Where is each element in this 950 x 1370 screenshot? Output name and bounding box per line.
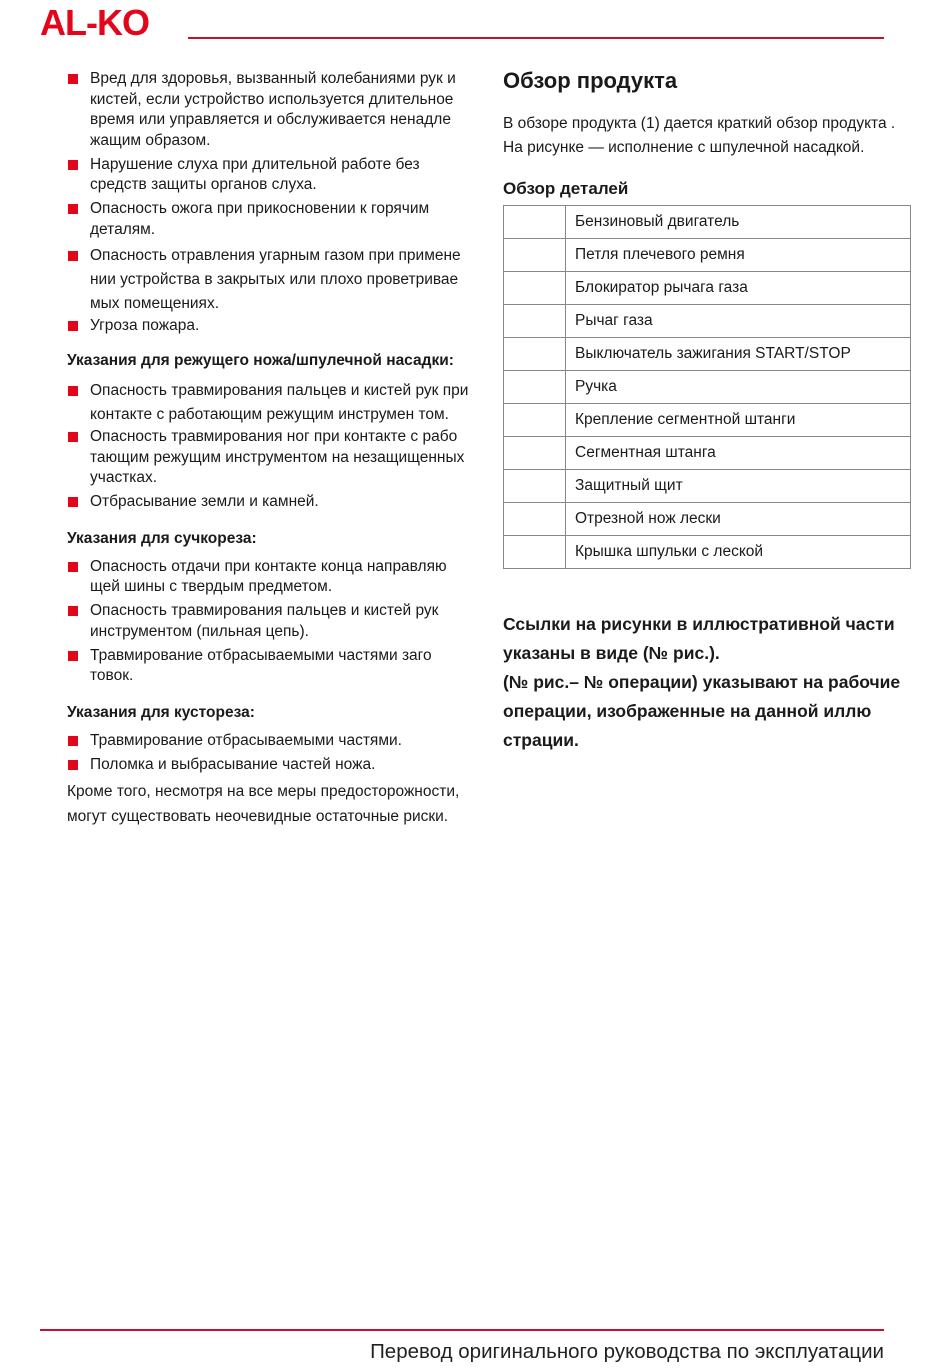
parts-heading: Обзор деталей — [503, 179, 629, 198]
header-rule — [188, 37, 884, 39]
part-number-cell — [504, 470, 566, 503]
bullet-square-icon — [68, 606, 78, 616]
table-row — [504, 404, 911, 437]
footer-title: Перевод оригинального руководства по эксплуатации — [370, 1340, 884, 1363]
part-name-cell: Бензиновый двигатель — [566, 206, 911, 239]
note-line: (№ рис.– № операции) указывают на рабочие — [503, 672, 901, 692]
table-row — [504, 470, 911, 503]
part-number-cell — [504, 437, 566, 470]
bullet-square-icon — [68, 160, 78, 170]
general-risks-list — [67, 69, 479, 336]
bullet-square-icon — [68, 736, 78, 746]
pruner-risks-list — [67, 557, 479, 687]
part-name-cell: Выключатель зажигания START/STOP — [566, 338, 911, 371]
list-item: Отбрасывание земли и камней. — [67, 492, 479, 513]
parts-table — [503, 205, 911, 569]
bullet-square-icon — [68, 651, 78, 661]
table-row — [504, 437, 911, 470]
list-item: Поломка и выбрасывание частей ножа. — [67, 755, 479, 776]
hedge-risks-list — [67, 731, 479, 776]
bullet-square-icon — [68, 321, 78, 331]
table-row — [504, 272, 911, 305]
table-row — [504, 371, 911, 404]
list-item: Вред для здоровья, вызванный колебаниями рук и кистей, если устройство используется длительное время или управляется и обслуживается ненадле жащим образом. — [67, 69, 479, 151]
part-number-cell — [504, 239, 566, 272]
table-row — [504, 305, 911, 338]
part-number-cell — [504, 338, 566, 371]
part-name-cell: Защитный щит — [566, 470, 911, 503]
intro-line: На рисунке — исполнение с шпулечной насадкой. — [503, 138, 865, 156]
part-number-cell — [504, 536, 566, 569]
list-item: Опасность травмирования ног при контакте с рабо тающим режущим инструментом на незащищенных участках. — [67, 427, 479, 489]
list-item: Опасность ожога при прикосновении к горячим деталям. — [67, 199, 479, 240]
bullet-square-icon — [68, 432, 78, 442]
part-name-cell: Ручка — [566, 371, 911, 404]
closing-line: могут существовать неочевидные остаточные риски. — [67, 807, 449, 825]
part-name-cell: Крепление сегментной штанги — [566, 404, 911, 437]
table-row — [504, 239, 911, 272]
bullet-square-icon — [68, 251, 78, 261]
part-number-cell — [504, 371, 566, 404]
note-line: указаны в виде (№ рис.). — [503, 643, 720, 663]
part-number-cell — [504, 305, 566, 338]
knife-heading: Указания для режущего ножа/шпулечной насадки: — [67, 352, 454, 369]
note-line: Ссылки на рисунки в иллюстративной части — [503, 614, 895, 634]
note-line: страции. — [503, 730, 579, 750]
knife-risks-list — [67, 379, 479, 513]
part-number-cell — [504, 206, 566, 239]
product-overview-title: Обзор продукта — [503, 68, 678, 93]
table-row — [504, 536, 911, 569]
closing-line: Кроме того, несмотря на все меры предосторожности, — [67, 782, 460, 800]
hedge-heading: Указания для кустореза: — [67, 703, 255, 721]
part-name-cell: Рычаг газа — [566, 305, 911, 338]
part-name-cell: Крышка шпульки с леской — [566, 536, 911, 569]
list-item: Травмирование отбрасываемыми частями заго товок. — [67, 646, 479, 687]
list-item: Опасность отдачи при контакте конца направляю щей шины с твердым предметом. — [67, 557, 479, 598]
list-item: Опасность отравления угарным газом при примене нии устройства в закрытых или плохо проветривае мых помещениях. — [67, 244, 479, 316]
list-item: Опасность травмирования пальцев и кистей рук при контакте с работающим режущим инструмен том. — [67, 379, 479, 427]
part-number-cell — [504, 404, 566, 437]
note-line: операции, изображенные на данной иллю — [503, 701, 872, 721]
table-row — [504, 338, 911, 371]
part-number-cell — [504, 503, 566, 536]
part-name-cell: Петля плечевого ремня — [566, 239, 911, 272]
list-item: Угроза пожара. — [67, 316, 479, 337]
left-column — [67, 69, 479, 829]
intro-line: В обзоре продукта (1) дается краткий обзор продукта . — [503, 115, 896, 132]
bullet-square-icon — [68, 204, 78, 214]
right-column — [503, 66, 913, 755]
list-item: Нарушение слуха при длительной работе без средств защиты органов слуха. — [67, 155, 479, 196]
footer-rule — [40, 1329, 884, 1331]
part-name-cell: Сегментная штанга — [566, 437, 911, 470]
table-row — [504, 503, 911, 536]
table-row — [504, 206, 911, 239]
pruner-heading: Указания для сучкореза: — [67, 529, 257, 547]
bullet-square-icon — [68, 497, 78, 507]
bullet-square-icon — [68, 562, 78, 572]
part-number-cell — [504, 272, 566, 305]
figure-reference-note — [503, 610, 913, 755]
part-name-cell: Отрезной нож лески — [566, 503, 911, 536]
alko-logo: AL-KO — [40, 2, 149, 43]
bullet-square-icon — [68, 386, 78, 396]
list-item: Опасность травмирования пальцев и кистей рук инструментом (пильная цепь). — [67, 601, 479, 642]
bullet-square-icon — [68, 74, 78, 84]
bullet-square-icon — [68, 760, 78, 770]
list-item: Травмирование отбрасываемыми частями. — [67, 731, 479, 752]
part-name-cell: Блокиратор рычага газа — [566, 272, 911, 305]
